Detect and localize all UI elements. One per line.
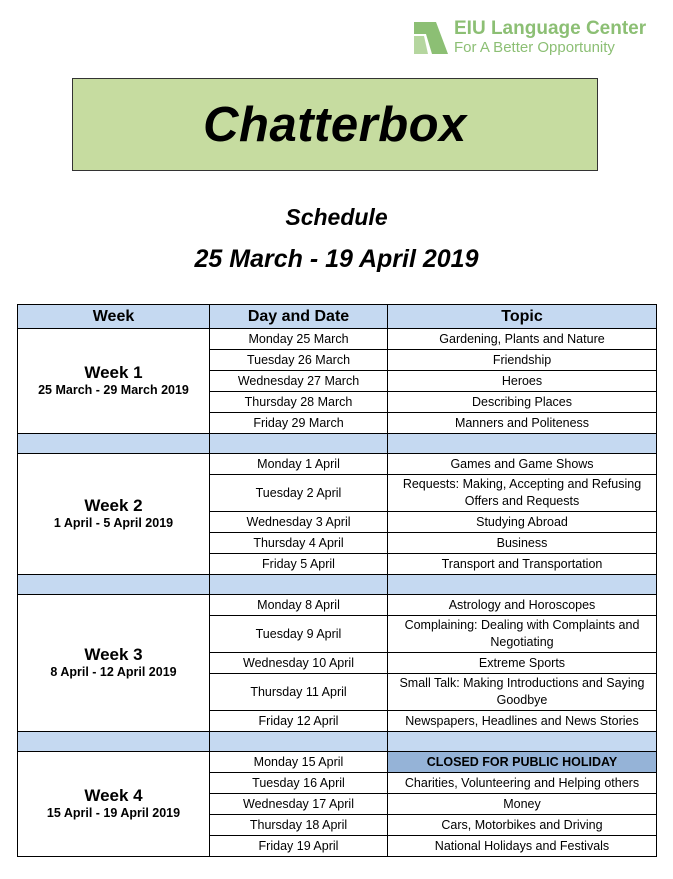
topic-cell: Heroes	[388, 371, 657, 392]
topic-cell: Money	[388, 794, 657, 815]
topic-cell: Extreme Sports	[388, 653, 657, 674]
topic-cell: Studying Abroad	[388, 512, 657, 533]
week-name: Week 4	[84, 785, 143, 805]
week-cell	[18, 595, 210, 732]
week-separator-row	[18, 732, 657, 752]
day-date-cell: Wednesday 10 April	[210, 653, 388, 674]
topic-cell: National Holidays and Festivals	[388, 836, 657, 857]
title-banner	[72, 78, 598, 171]
week-name: Week 2	[84, 495, 143, 515]
topic-cell: Business	[388, 533, 657, 554]
week-range: 15 April - 19 April 2019	[46, 805, 181, 820]
day-date-cell: Monday 8 April	[210, 595, 388, 616]
day-date-cell: Thursday 11 April	[210, 674, 388, 711]
day-date-cell: Monday 25 March	[210, 329, 388, 350]
topic-cell: Describing Places	[388, 392, 657, 413]
week-range: 25 March - 29 March 2019	[38, 382, 189, 397]
week-separator-row	[18, 434, 657, 454]
topic-cell: Manners and Politeness	[388, 413, 657, 434]
topic-cell: Gardening, Plants and Nature	[388, 329, 657, 350]
separator-cell	[18, 732, 210, 752]
week-cell	[18, 454, 210, 575]
day-date-cell: Thursday 18 April	[210, 815, 388, 836]
separator-cell	[18, 575, 210, 595]
table-row	[18, 329, 657, 350]
table-row	[18, 752, 657, 773]
separator-cell	[210, 434, 388, 454]
page-title: Chatterbox	[203, 97, 467, 152]
week-range: 8 April - 12 April 2019	[50, 664, 177, 679]
separator-cell	[210, 575, 388, 595]
day-date-cell: Friday 5 April	[210, 554, 388, 575]
topic-cell: Small Talk: Making Introductions and Saying Goodbye	[388, 674, 657, 711]
separator-cell	[388, 434, 657, 454]
day-date-cell: Tuesday 9 April	[210, 616, 388, 653]
separator-cell	[210, 732, 388, 752]
topic-cell: Newspapers, Headlines and News Stories	[388, 711, 657, 732]
topic-cell: Requests: Making, Accepting and Refusing Offers and Requests	[388, 475, 657, 512]
topic-cell: Games and Game Shows	[388, 454, 657, 475]
week-cell	[18, 752, 210, 857]
week-range: 1 April - 5 April 2019	[53, 515, 174, 530]
day-date-cell: Tuesday 2 April	[210, 475, 388, 512]
header-week: Week	[18, 305, 210, 329]
schedule-heading: Schedule	[285, 204, 388, 230]
day-date-cell: Wednesday 17 April	[210, 794, 388, 815]
header-topic: Topic	[388, 305, 657, 329]
schedule-table	[17, 304, 657, 857]
topic-cell: Complaining: Dealing with Complaints and Negotiating	[388, 616, 657, 653]
eiu-logo-icon	[414, 20, 448, 54]
day-date-cell: Friday 29 March	[210, 413, 388, 434]
eiu-logo	[414, 18, 654, 58]
separator-cell	[388, 732, 657, 752]
date-range-heading: 25 March - 19 April 2019	[194, 245, 479, 273]
day-date-cell: Friday 19 April	[210, 836, 388, 857]
topic-cell: Transport and Transportation	[388, 554, 657, 575]
day-date-cell: Monday 1 April	[210, 454, 388, 475]
topic-cell: Astrology and Horoscopes	[388, 595, 657, 616]
day-date-cell: Tuesday 26 March	[210, 350, 388, 371]
day-date-cell: Tuesday 16 April	[210, 773, 388, 794]
day-date-cell: Monday 15 April	[210, 752, 388, 773]
day-date-cell: Thursday 4 April	[210, 533, 388, 554]
week-cell	[18, 329, 210, 434]
day-date-cell: Friday 12 April	[210, 711, 388, 732]
logo-tagline: For A Better Opportunity	[454, 39, 615, 56]
table-header-row	[18, 305, 657, 329]
holiday-cell: CLOSED FOR PUBLIC HOLIDAY	[388, 752, 657, 773]
day-date-cell: Wednesday 3 April	[210, 512, 388, 533]
table-row	[18, 595, 657, 616]
separator-cell	[388, 575, 657, 595]
week-separator-row	[18, 575, 657, 595]
week-name: Week 1	[84, 362, 143, 382]
topic-cell: Charities, Volunteering and Helping others	[388, 773, 657, 794]
day-date-cell: Thursday 28 March	[210, 392, 388, 413]
day-date-cell: Wednesday 27 March	[210, 371, 388, 392]
separator-cell	[18, 434, 210, 454]
topic-cell: Friendship	[388, 350, 657, 371]
header-day-date: Day and Date	[210, 305, 388, 329]
topic-cell: Cars, Motorbikes and Driving	[388, 815, 657, 836]
week-name: Week 3	[84, 644, 143, 664]
logo-title: EIU Language Center	[454, 18, 647, 39]
table-row	[18, 454, 657, 475]
